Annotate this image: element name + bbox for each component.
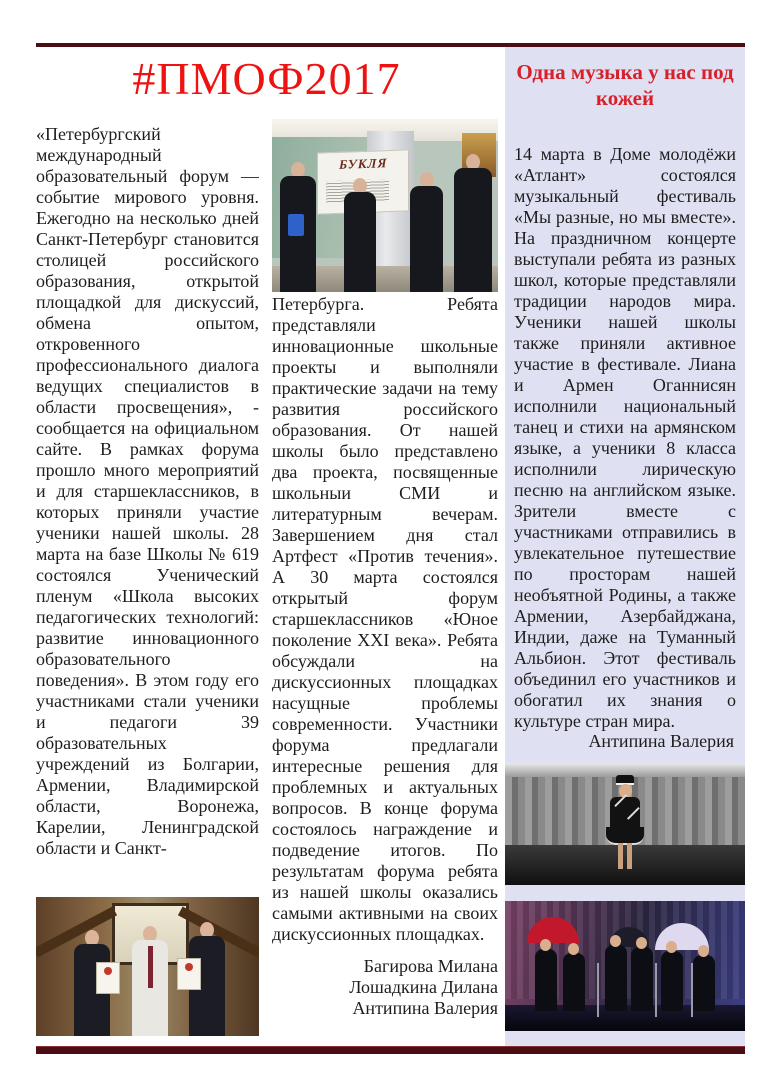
microphone-stand	[655, 963, 657, 1017]
legs	[618, 843, 632, 869]
torso	[454, 168, 492, 292]
performer-silhouette	[563, 953, 585, 1011]
music-article-panel	[505, 47, 745, 1046]
microphone-stand	[597, 963, 599, 1017]
music-article-text: 14 марта в Доме молодёжи «Атлант» состоялся музыкальный фестиваль «Мы разные, но мы вместе». На праздничном концерте выступали ребята из разных школ, которые представляли традиции народов мира. Ученики нашей школы также приняли активное участие в фестивале. Лиана и Армен Оганнисян исполнили национальный танец и стихи на армянском языке, а ученики 8 класса исполнили лирическую песню на английском языке. Зрители вместе с участниками отправились в увлекательное путешествие по просторам нашей необъятной Родины, а также Армении, Азербайджана, Индии, даже на Туманный Альбион. Этот фестиваль объединил его участников и обогатил их знания о культуре стран мира.	[514, 144, 736, 731]
torso	[344, 192, 376, 292]
student-silhouette	[410, 172, 443, 282]
performer-silhouette	[693, 955, 715, 1011]
photo-award-ceremony	[36, 897, 259, 1036]
blue-folder	[288, 214, 304, 236]
photo-umbrella-performance	[505, 901, 745, 1031]
teacher-silhouette	[132, 926, 168, 1030]
author-name: Антипина Валерия	[352, 998, 498, 1018]
bottom-divider-rule	[36, 1046, 745, 1054]
forum-article-authors	[272, 956, 498, 1019]
author-name: Лошадкина Дилана	[349, 977, 498, 997]
photo-dancer-stage	[505, 763, 745, 885]
performer-silhouette	[535, 949, 557, 1011]
forum-article-middle-column: Петербурга. Ребята представляли инновационные школьные проекты и выполняли практические задачи на тему развития российского образования. От нашей школы было представлено два проекта, посвященные школьныи СМИ и литературным вечерам. Завершением дня стал Артфест «Против течения». А 30 марта состоялся открытый форум старшеклассников «Юное поколение XXI века». Ребята обсуждали на дискуссионных площадках насущные проблемы современности. Участники форума предлагали интересные решения для проблемных и актуальных вопросов. В конце форума состоялось награждение и подведение итогов. По результатам форума ребята из нашей школы оказались самыми активными на своих дискуссионных площадках.	[272, 294, 498, 944]
torso	[410, 186, 443, 292]
page-title: #ПМОФ2017	[132, 53, 401, 104]
performer-silhouette	[661, 951, 683, 1011]
performer-silhouette	[631, 947, 653, 1011]
student-silhouette	[454, 154, 492, 282]
certificate	[96, 962, 120, 994]
tie	[148, 946, 153, 988]
microphone-stand	[691, 963, 693, 1017]
music-article-author: Антипина Валерия	[588, 731, 734, 751]
dancer-silhouette	[603, 775, 647, 875]
author-name: Багирова Милана	[363, 956, 498, 976]
certificate	[177, 958, 201, 990]
photo-forum-stand	[272, 119, 498, 292]
music-article-title: Одна музыка у нас под кожей	[516, 60, 734, 110]
board-title-text: БУКЛЯ	[339, 155, 388, 172]
performer-silhouette	[605, 945, 627, 1011]
student-silhouette	[344, 178, 376, 282]
forum-article-left-column: «Петербургский международный образовательный форум — событие мирового уровня. Ежегодно на несколько дней Санкт-Петербург становится столицей российского образования, открытой площадкой для дискуссий, обмена опытом, откровенного профессионального диалога ведущих специалистов в области просвещения», - сообщается на официальном сайте. В рамках форума прошло много мероприятий и для старшеклассников, в которых приняли участие ученики нашей школы. 28 марта на базе Школы № 619 состоялся Ученический пленум «Школа высоких педагогических технологий: развитие инновационного образовательного поведения». В этом году его участниками стали ученики и педагоги 39 образовательных учреждений из Болгарии, Армении, Владимирской области, Воронежа, Карелии, Ленинградской области и Санкт-	[36, 124, 259, 858]
